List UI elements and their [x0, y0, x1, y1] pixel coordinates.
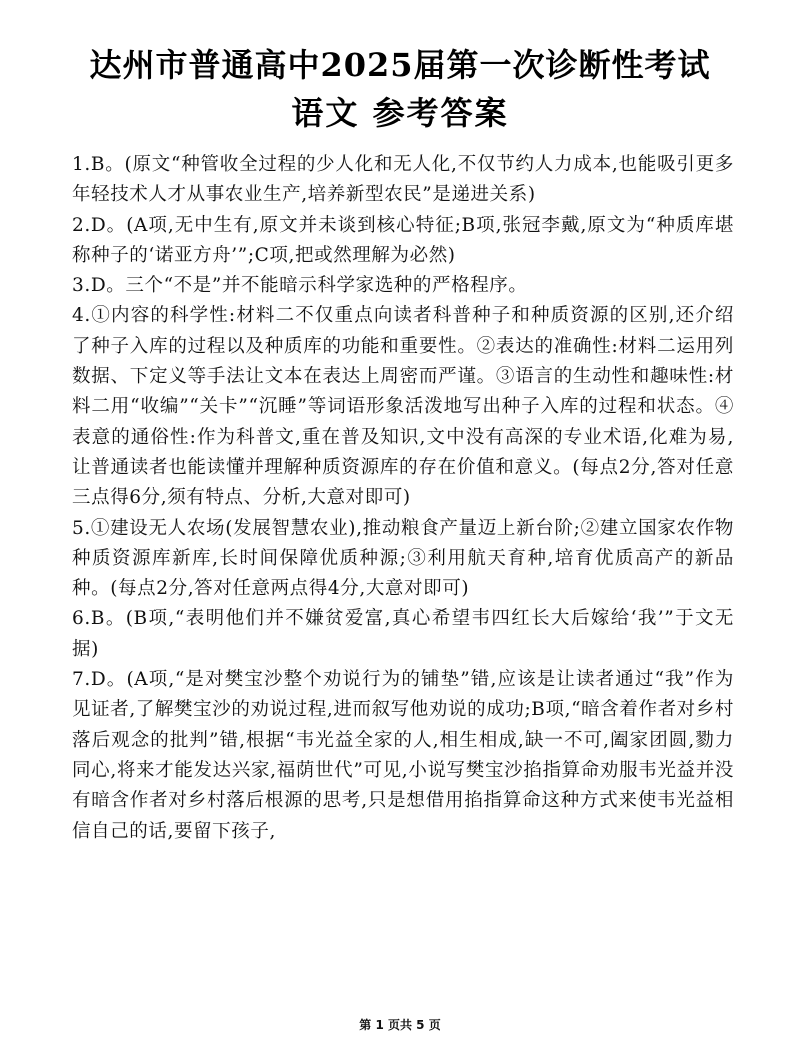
exam-title: 达州市普通高中2025届第一次诊断性考试 — [89, 46, 711, 84]
answer-item-2: 2.D。(A项,无中生有,原文并未谈到核心特征;B项,张冠李戴,原文为“种质库堪称种子的‘诺亚方舟’”;C项,把或然理解为必然) — [72, 214, 734, 266]
answer-item-1: 1.B。(原文“种管收全过程的少人化和无人化,不仅节约人力成本,也能吸引更多年轻技术人才从事农业生产,培养新型农民”是递进关系) — [72, 154, 734, 206]
answer-list — [72, 150, 734, 847]
answer-item-4: 4.①内容的科学性:材料二不仅重点向读者科普种子和种质资源的区别,还介绍了种子入库的过程以及种质库的功能和重要性。②表达的准确性:材料二运用列数据、下定义等手法让文本在表达上周密而严谨。③语言的生动性和趣味性:材料二用“收编”“关卡”“沉睡”等词语形象活泼地写出种子入库的过程和状态。④表意的通俗性:作为科普文,重在普及知识,文中没有高深的专业术语,化难为易,让普通读者也能读懂并理解种质资源库的存在价值和意义。(每点2分,答对任意三点得6分,须有特点、分析,大意对即可) — [72, 305, 734, 509]
subject-title: 语文 参考答案 — [291, 94, 509, 132]
answer-item-3: 3.D。三个“不是”并不能暗示科学家选种的严格程序。 — [72, 275, 528, 297]
answer-item-5: 5.①建设无人农场(发展智慧农业),推动粮食产量迈上新台阶;②建立国家农作物种质资源库新库,长时间保障优质种源;③利用航天育种,培育优质高产的新品种。(每点2分,答对任意两点得4分,大意对即可) — [72, 517, 734, 600]
page-footer: 第 1 页共 5 页 — [359, 1018, 441, 1032]
answer-item-7: 7.D。(A项,“是对樊宝沙整个劝说行为的铺垫”错,应该是让读者通过“我”作为见证者,了解樊宝沙的劝说过程,进而叙写他劝说的成功;B项,“暗含着作者对乡村落后观念的批判”错,根据“韦光益全家的人,相生相成,缺一不可,阖家团圆,勠力同心,将来才能发达兴家,福荫世代”可见,小说写樊宝沙掐指算命劝服韦光益并没有暗含作者对乡村落后根源的思考,只是想借用掐指算命这种方式来使韦光益相信自己的话,要留下孩子, — [72, 669, 734, 842]
answer-item-6: 6.B。(B项,“表明他们并不嫌贫爱富,真心希望韦四红长大后嫁给‘我’”于文无据) — [72, 608, 734, 660]
